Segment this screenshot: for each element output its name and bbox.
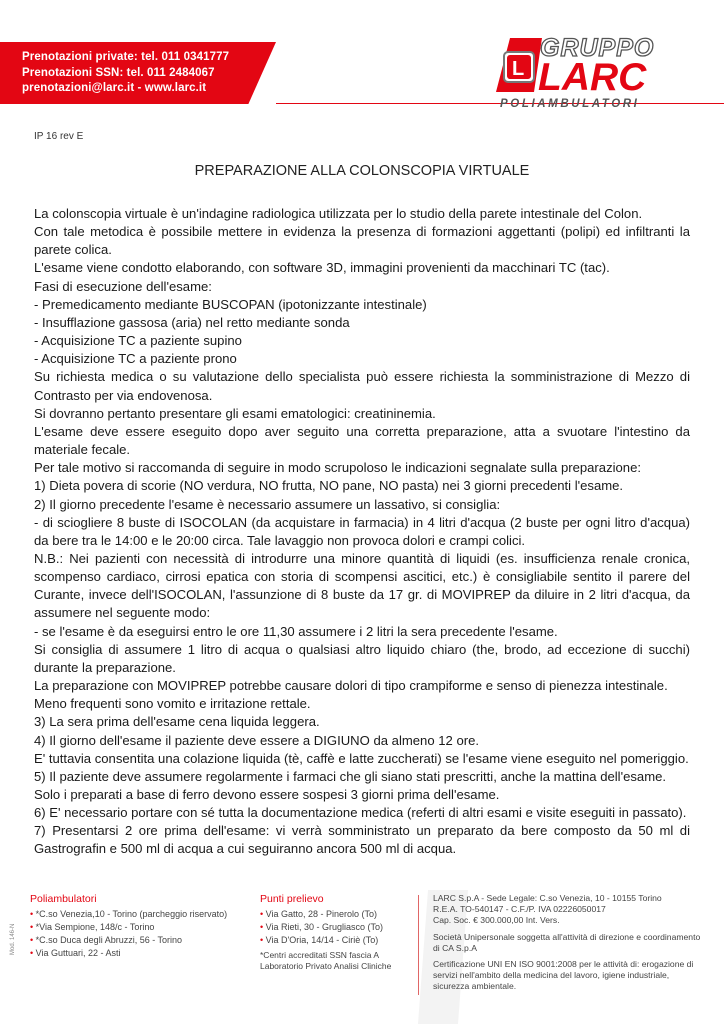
list-item: - Insufflazione gassosa (aria) nel retto mediante sonda bbox=[34, 314, 350, 330]
logo-larc-text: LARC bbox=[538, 56, 647, 99]
location-item: • *C.so Duca degli Abruzzi, 56 - Torino bbox=[30, 934, 260, 947]
emblem-letter: L bbox=[512, 58, 525, 80]
paragraph: Meno frequenti sono vomito e irritazione rettale. bbox=[34, 696, 311, 712]
paragraph: Per tale motivo si raccomanda di seguire in modo scrupoloso le indicazioni segnalate sulla preparazione: bbox=[34, 460, 642, 476]
document-code: IP 16 rev E bbox=[34, 131, 84, 142]
list-item: - Premedicamento mediante BUSCOPAN (ipotonizzante intestinale) bbox=[34, 296, 427, 312]
footer-company-info bbox=[433, 893, 703, 993]
paragraph: 2) Il giorno precedente l'esame è necessario assumere un lassativo, si consiglia: bbox=[34, 496, 501, 512]
location-item: • Via Rieti, 30 - Grugliasco (To) bbox=[260, 921, 410, 934]
gruppo-larc-logo bbox=[490, 30, 670, 114]
company-capital-line: Cap. Soc. € 300.000,00 Int. Vers. bbox=[433, 915, 560, 926]
paragraph: L'esame viene condotto elaborando, con software 3D, immagini provenienti da macchinari TC (tac). bbox=[34, 260, 610, 276]
private-booking-phone: Prenotazioni private: tel. 011 0341777 bbox=[22, 51, 230, 63]
location-item: • *Via Sempione, 148/c - Torino bbox=[30, 921, 260, 934]
paragraph: Si dovranno pertanto presentare gli esami ematologici: creatininemia. bbox=[34, 405, 436, 421]
list-item: - Acquisizione TC a paziente prono bbox=[34, 351, 237, 367]
punti-prelievo-heading: Punti prelievo bbox=[260, 893, 324, 905]
paragraph: Solo i preparati a base di ferro devono essere sospesi 3 giorni prima dell'esame. bbox=[34, 787, 500, 802]
footer-punti-prelievo bbox=[260, 893, 410, 972]
paragraph: Con tale metodica è possibile mettere in evidenza la presenza di formazioni aggettanti (polipi) ed infiltranti la parete colica. bbox=[34, 224, 690, 258]
location-item: • Via Guttuari, 22 - Asti bbox=[30, 947, 260, 960]
logo-poliambulatori-text: POLIAMBULATORI bbox=[500, 98, 640, 110]
paragraph: Su richiesta medica o su valutazione dello specialista può essere richiesta la somministrazione di Mezzo di Contrasto per via endovenosa. bbox=[34, 369, 690, 403]
paragraph: 6) E' necessario portare con sé tutta la documentazione medica (referti di altri esami e visite eseguiti in passato). bbox=[34, 805, 687, 821]
location-item: • Via Gatto, 28 - Pinerolo (To) bbox=[260, 908, 410, 921]
company-legal-line: LARC S.p.A - Sede Legale: C.so Venezia, 10 - 10155 Torino bbox=[433, 893, 662, 903]
location-item: • Via D'Oria, 14/14 - Ciriè (To) bbox=[260, 934, 410, 947]
paragraph: Fasi di esecuzione dell'esame: bbox=[34, 278, 212, 294]
page-title: PREPARAZIONE ALLA COLONSCOPIA VIRTUALE bbox=[194, 163, 530, 179]
document-body bbox=[34, 205, 690, 859]
module-code: Mod. 146-N bbox=[10, 923, 16, 955]
location-item: • *C.so Venezia,10 - Torino (parcheggio riservato) bbox=[30, 908, 260, 921]
paragraph: 5) Il paziente deve assumere regolarmente i farmaci che gli siano stati prescritti, anche la mattina dell'esame. bbox=[34, 768, 667, 784]
booking-contacts bbox=[22, 50, 229, 97]
company-certification-line: Certificazione UNI EN ISO 9001:2008 per le attività di: erogazione di servizi nell'ambito della medicina del lavoro, igiene industriale, sicurezza ambientale. bbox=[433, 959, 694, 992]
logo-gruppo-text: GRUPPO bbox=[540, 34, 655, 62]
paragraph: 3) La sera prima dell'esame cena liquida leggera. bbox=[34, 714, 320, 730]
footer-poliambulatori bbox=[30, 893, 260, 960]
paragraph: - se l'esame è da eseguirsi entro le ore 11,30 assumere i 2 litri la sera precedente l'esame. bbox=[34, 623, 558, 639]
paragraph: L'esame deve essere eseguito dopo aver seguito una corretta preparazione, atta a svuotare l'intestino da materiale fecale. bbox=[34, 423, 690, 458]
paragraph: N.B.: Nei pazienti con necessità di introdurre una minore quantità di liquidi (es. insufficienza renale cronica, scompenso cardiaco, cirrosi epatica con storia di scompensi ascitici, etc.) è consigliabile sentito il parere del Curante, invece dell'ISOCOLAN, l'assunzione di 8 buste da 17 gr. di MOVIPREP da diluire in 2 litri d'acqua, da assumere nel seguente modo: bbox=[34, 550, 690, 621]
footer-divider bbox=[418, 895, 419, 995]
paragraph: 4) Il giorno dell'esame il paziente deve essere a DIGIUNO da almeno 12 ore. bbox=[34, 732, 480, 748]
company-rea-line: R.E.A. TO-540147 - C.F./P. IVA 02226050017 bbox=[433, 904, 606, 915]
paragraph: La colonscopia virtuale è un'indagine radiologica utilizzata per lo studio della parete intestinale del Colon. bbox=[34, 206, 643, 221]
list-item: - Acquisizione TC a paziente supino bbox=[34, 333, 242, 349]
paragraph: Si consiglia di assumere 1 litro di acqua o qualsiasi altro liquido chiaro (the, brodo, ad eccezione di succhi) durante la preparazione. bbox=[34, 641, 690, 675]
paragraph: 7) Presentarsi 2 ore prima dell'esame: vi verrà somministrato un preparato da bere composto da 50 ml di Gastrografin e 500 ml di acqua a cui seguiranno ancora 500 ml di acqua. bbox=[34, 823, 690, 857]
paragraph: E' tuttavia consentita una colazione liquida (tè, caffè e latte zuccherati) se l'esame viene eseguito nel pomeriggio. bbox=[34, 750, 689, 766]
booking-email-website: prenotazioni@larc.it - www.larc.it bbox=[22, 82, 207, 94]
paragraph: - di sciogliere 8 buste di ISOCOLAN (da acquistare in farmacia) in 4 litri d'acqua (2 buste per ogni litro d'acqua) da bere tra le 14:00 e le 20:00 circa. Tale lavaggio non provoca dolori e crampi colici. bbox=[34, 514, 690, 548]
poliambulatori-heading: Poliambulatori bbox=[30, 893, 97, 905]
company-ownership-line: Società Unipersonale soggetta all'attività di direzione e coordinamento di CA S.p.A bbox=[433, 931, 701, 953]
paragraph: 1) Dieta povera di scorie (NO verdura, NO frutta, NO pane, NO pasta) nei 3 giorni precedenti l'esame. bbox=[34, 478, 624, 494]
ssn-booking-phone: Prenotazioni SSN: tel. 011 2484067 bbox=[22, 66, 215, 79]
paragraph: La preparazione con MOVIPREP potrebbe causare dolori di tipo crampiforme e senso di pienezza intestinale. bbox=[34, 678, 668, 694]
accreditation-note: *Centri accreditati SSN fascia A Laboratorio Privato Analisi Cliniche bbox=[260, 950, 392, 971]
